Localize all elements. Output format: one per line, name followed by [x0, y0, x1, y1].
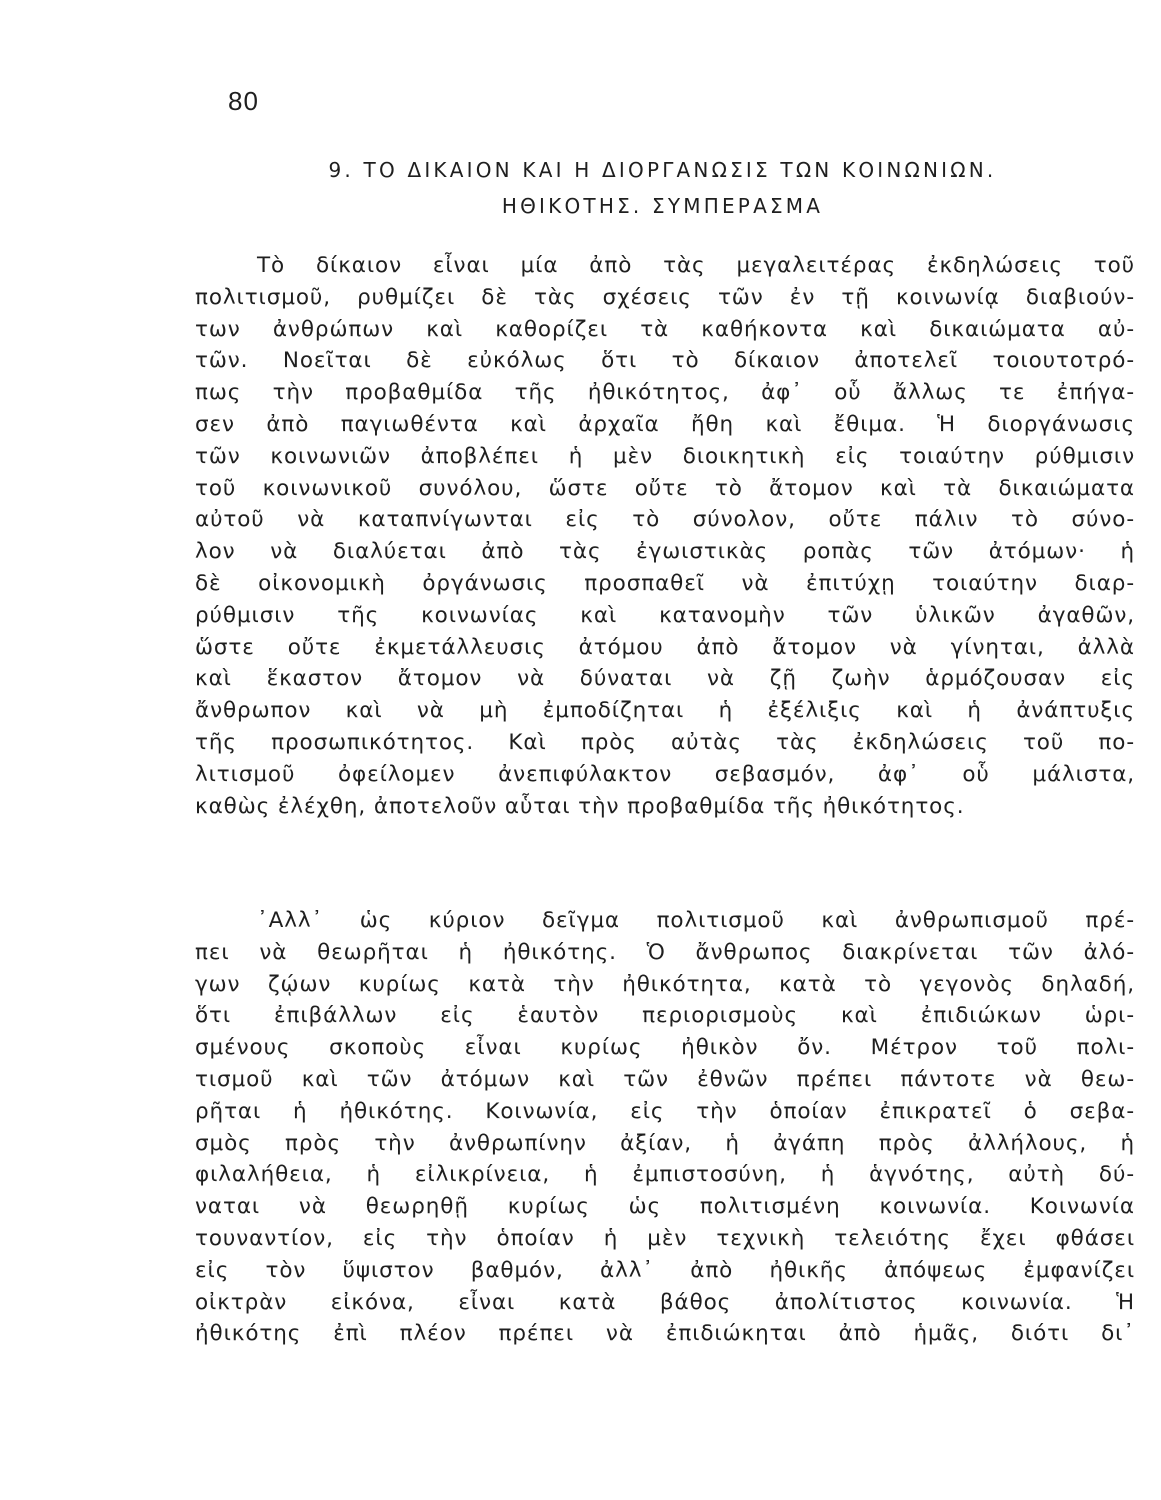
text-line: τισμοῦ καὶ τῶν ἀτόμων καὶ τῶν ἐθνῶν πρέπει πάντοτε νὰ θεω- [195, 1066, 1135, 1092]
text-line: ναται νὰ θεωρηθῇ κυρίως ὡς πολιτισμένη κοινωνία. Κοινωνία [195, 1194, 1135, 1220]
text-line: Τὸ δίκαιον εἶναι μία ἀπὸ τὰς μεγαλειτέρας ἐκδηλώσεις τοῦ [257, 253, 1135, 278]
text-line: τῶν κοινωνιῶν ἀποβλέπει ἡ μὲν διοικητικὴ εἰς τοιαύτην ρύθμισιν [195, 443, 1135, 469]
text-line: πως τὴν προβαθμίδα τῆς ἠθικότητος, ἀφ᾽ οὗ ἄλλως τε ἐπήγα- [195, 380, 1135, 406]
page-number: 80 [228, 86, 259, 116]
text-line: καθὼς ἐλέχθη, ἀποτελοῦν αὗται τὴν προβαθμίδα τῆς ἠθικότητος. [195, 793, 965, 819]
text-line: τουναντίον, εἰς τὴν ὁποίαν ἡ μὲν τεχνικὴ τελειότης ἔχει φθάσει [195, 1225, 1135, 1251]
text-line: ρῆται ἡ ἠθικότης. Κοινωνία, εἰς τὴν ὁποίαν ἐπικρατεῖ ὁ σεβα- [195, 1098, 1135, 1124]
text-line: τῆς προσωπικότητος. Καὶ πρὸς αὐτὰς τὰς ἐκδηλώσεις τοῦ πο- [195, 729, 1135, 755]
text-line: τῶν. Νοεῖται δὲ εὐκόλως ὅτι τὸ δίκαιον ἀποτελεῖ τοιουτοτρό- [195, 348, 1135, 374]
text-line: δὲ οἰκονομικὴ ὀργάνωσις προσπαθεῖ νὰ ἐπιτύχῃ τοιαύτην διαρ- [195, 570, 1135, 596]
text-line: φιλαλήθεια, ἡ εἰλικρίνεια, ἡ ἐμπιστοσύνη, ἡ ἁγνότης, αὐτὴ δύ- [195, 1162, 1135, 1188]
text-line: των ἀνθρώπων καὶ καθορίζει τὰ καθήκοντα καὶ δικαιώματα αὐ- [195, 316, 1135, 342]
text-line: λον νὰ διαλύεται ἀπὸ τὰς ἐγωιστικὰς ροπὰς τῶν ἀτόμων· ἡ [195, 539, 1135, 565]
text-line: πολιτισμοῦ, ρυθμίζει δὲ τὰς σχέσεις τῶν ἐν τῇ κοινωνίᾳ διαβιούν- [195, 284, 1135, 310]
text-line: ὥστε οὔτε ἐκμετάλλευσις ἀτόμου ἀπὸ ἄτομον νὰ γίνηται, ἀλλὰ [195, 634, 1135, 660]
text-line: σεν ἀπὸ παγιωθέντα καὶ ἀρχαῖα ἤθη καὶ ἔθιμα. Ἡ διοργάνωσις [195, 411, 1135, 437]
text-line: ὅτι ἐπιβάλλων εἰς ἑαυτὸν περιορισμοὺς καὶ ἐπιδιώκων ὡρι- [195, 1003, 1135, 1029]
paragraph-1 [195, 250, 1135, 822]
text-line: σμένους σκοποὺς εἶναι κυρίως ἠθικὸν ὄν. Μέτρον τοῦ πολι- [195, 1035, 1135, 1061]
section-heading-line-2: ΗΘΙΚΟΤΗΣ. ΣΥΜΠΕΡΑΣΜΑ [501, 194, 824, 218]
text-line: ἠθικότης ἐπὶ πλέον πρέπει νὰ ἐπιδιώκηται ἀπὸ ἡμᾶς, διότι δι᾽ [195, 1321, 1135, 1347]
text-line: ᾽Αλλ᾽ ὡς κύριον δεῖγμα πολιτισμοῦ καὶ ἀνθρωπισμοῦ πρέ- [257, 908, 1135, 933]
text-line: καὶ ἕκαστον ἄτομον νὰ δύναται νὰ ζῇ ζωὴν ἁρμόζουσαν εἰς [195, 666, 1135, 692]
paragraph-2 [195, 905, 1135, 1350]
text-line: οἰκτρὰν εἰκόνα, εἶναι κατὰ βάθος ἀπολίτιστος κοινωνία. Ἡ [195, 1289, 1135, 1315]
text-line: ρύθμισιν τῆς κοινωνίας καὶ κατανομὴν τῶν ὑλικῶν ἀγαθῶν, [195, 602, 1135, 628]
text-line: αὐτοῦ νὰ καταπνίγωνται εἰς τὸ σύνολον, οὔτε πάλιν τὸ σύνο- [195, 507, 1135, 533]
text-line: ἄνθρωπον καὶ νὰ μὴ ἐμποδίζηται ἡ ἐξέλιξις καὶ ἡ ἀνάπτυξις [195, 698, 1135, 724]
text-line: σμὸς πρὸς τὴν ἀνθρωπίνην ἀξίαν, ἡ ἀγάπη πρὸς ἀλλήλους, ἡ [195, 1130, 1135, 1156]
text-line: εἰς τὸν ὕψιστον βαθμόν, ἀλλ᾽ ἀπὸ ἠθικῆς ἀπόψεως ἐμφανίζει [195, 1257, 1135, 1283]
text-line: πει νὰ θεωρῆται ἡ ἠθικότης. Ὁ ἄνθρωπος διακρίνεται τῶν ἀλό- [195, 939, 1135, 965]
section-heading-line-1: 9. ΤΟ ΔΙΚΑΙΟΝ ΚΑΙ Η ΔΙΟΡΓΑΝΩΣΙΣ ΤΩΝ ΚΟΙΝΩΝΙΩΝ. [328, 158, 997, 182]
text-line: λιτισμοῦ ὀφείλομεν ἀνεπιφύλακτον σεβασμόν, ἀφ᾽ οὗ μάλιστα, [195, 761, 1135, 787]
text-line: γων ζῴων κυρίως κατὰ τὴν ἠθικότητα, κατὰ τὸ γεγονὸς δηλαδή, [195, 971, 1135, 997]
text-line: τοῦ κοινωνικοῦ συνόλου, ὥστε οὔτε τὸ ἄτομον καὶ τὰ δικαιώματα [195, 475, 1135, 501]
